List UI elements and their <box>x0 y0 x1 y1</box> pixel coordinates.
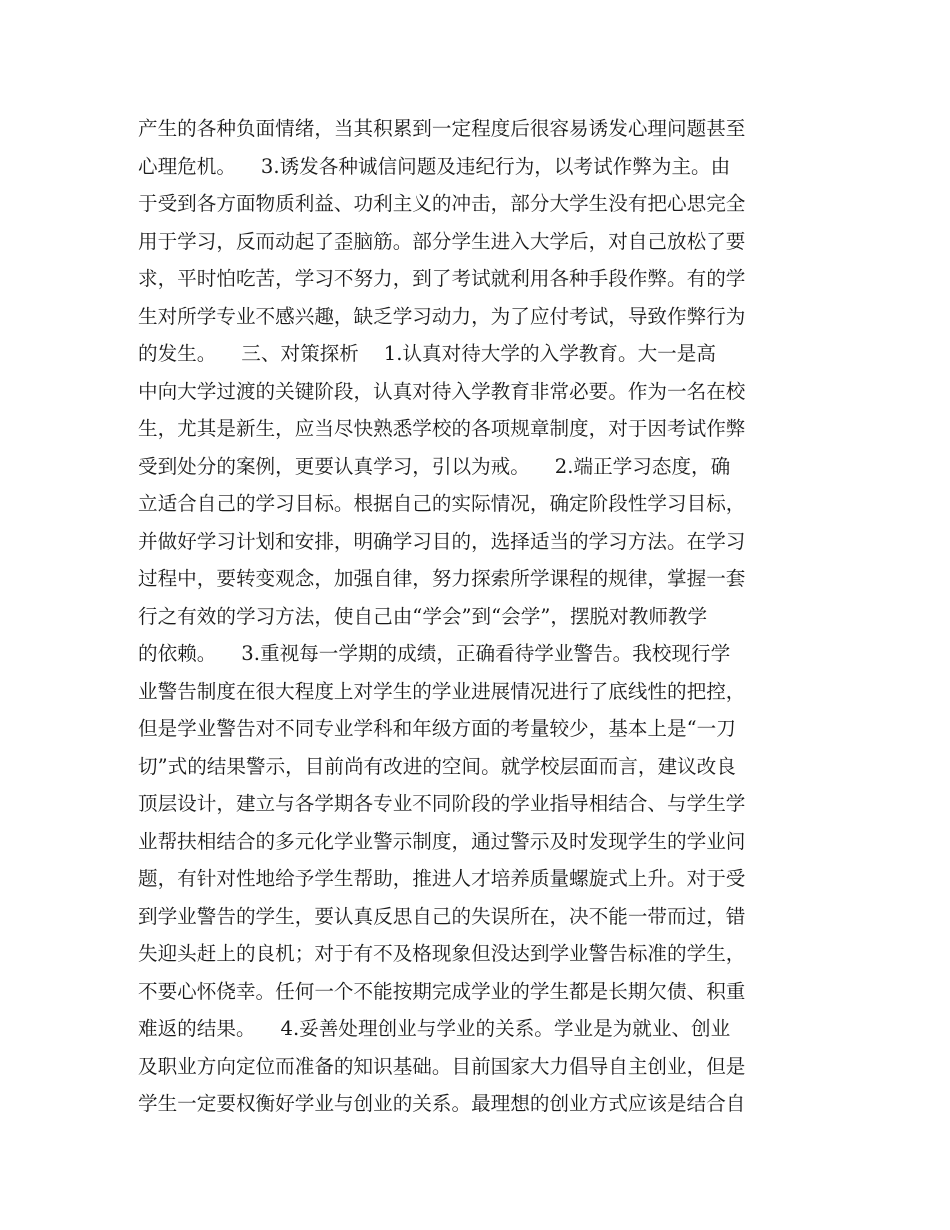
text-line: 立适合自己的学习目标。根据自己的实际情况，确定阶段性学习目标， <box>138 492 746 515</box>
text-line: 用于学习，反而动起了歪脑筋。部分学生进入大学后，对自己放松了要 <box>138 229 746 253</box>
text-line: 求，平时怕吃苦，学习不努力，到了考试就利用各种手段作弊。有的学 <box>138 267 746 290</box>
text-line: 业帮扶相结合的多元化学业警示制度，通过警示及时发现学生的学业问 <box>138 829 746 853</box>
text-line: 产生的各种负面情绪，当其积累到一定程度后很容易诱发心理问题甚至 <box>138 117 746 140</box>
text-line: 于受到各方面物质利益、功利主义的冲击，部分大学生没有把心思完全 <box>138 192 746 215</box>
text-line: 不要心怀侥幸。任何一个不能按期完成学业的学生都是长期欠债、积重 <box>138 979 746 1003</box>
text-line: 难返的结果。 4.妥善处理创业与学业的关系。学业是为就业、创业 <box>138 1017 731 1040</box>
body-text <box>138 110 818 1123</box>
text-line: 的依赖。 3.重视每一学期的成绩，正确看待学业警告。我校现行学 <box>138 642 731 665</box>
text-line: 行之有效的学习方法，使自己由“学会”到“会学”，摆脱对教师教学 <box>138 604 708 628</box>
text-line: 中向大学过渡的关键阶段，认真对待入学教育非常必要。作为一名在校 <box>138 379 746 403</box>
text-line: 生对所学专业不感兴趣，缺乏学习动力，为了应付考试，导致作弊行为 <box>138 304 746 328</box>
text-line: 受到处分的案例，更要认真学习，引以为戒。 2.端正学习态度，确 <box>138 454 731 478</box>
text-line: 并做好学习计划和安排，明确学习目的，选择适当的学习方法。在学习 <box>138 529 746 553</box>
text-line: 但是学业警告对不同专业学科和年级方面的考量较少，基本上是“一刀 <box>138 717 736 740</box>
text-line: 题，有针对性地给予学生帮助，推进人才培养质量螺旋式上升。对于受 <box>138 867 746 890</box>
text-line: 学生一定要权衡好学业与创业的关系。最理想的创业方式应该是结合自 <box>138 1092 746 1115</box>
text-line: 生，尤其是新生，应当尽快熟悉学校的各项规章制度，对于因考试作弊 <box>138 417 746 440</box>
text-line: 业警告制度在很大程度上对学生的学业进展情况进行了底线性的把控， <box>138 679 746 703</box>
text-line: 心理危机。 3.诱发各种诚信问题及违纪行为，以考试作弊为主。由 <box>138 154 731 178</box>
text-line: 到学业警告的学生，要认真反思自己的失误所在，决不能一带而过，错 <box>138 904 746 928</box>
text-line: 过程中，要转变观念，加强自律，努力探索所学课程的规律，掌握一套 <box>138 567 746 590</box>
text-line: 顶层设计，建立与各学期各专业不同阶段的学业指导相结合、与学生学 <box>138 792 746 815</box>
text-line: 失迎头赶上的良机；对于有不及格现象但没达到学业警告标准的学生， <box>138 942 746 965</box>
text-line: 及职业方向定位而准备的知识基础。目前国家大力倡导自主创业，但是 <box>138 1054 746 1078</box>
text-line: 切”式的结果警示，目前尚有改进的空间。就学校层面而言，建议改良 <box>138 754 736 778</box>
text-line: 的发生。 三、对策探析 1.认真对待大学的入学教育。大一是高 <box>138 342 716 365</box>
